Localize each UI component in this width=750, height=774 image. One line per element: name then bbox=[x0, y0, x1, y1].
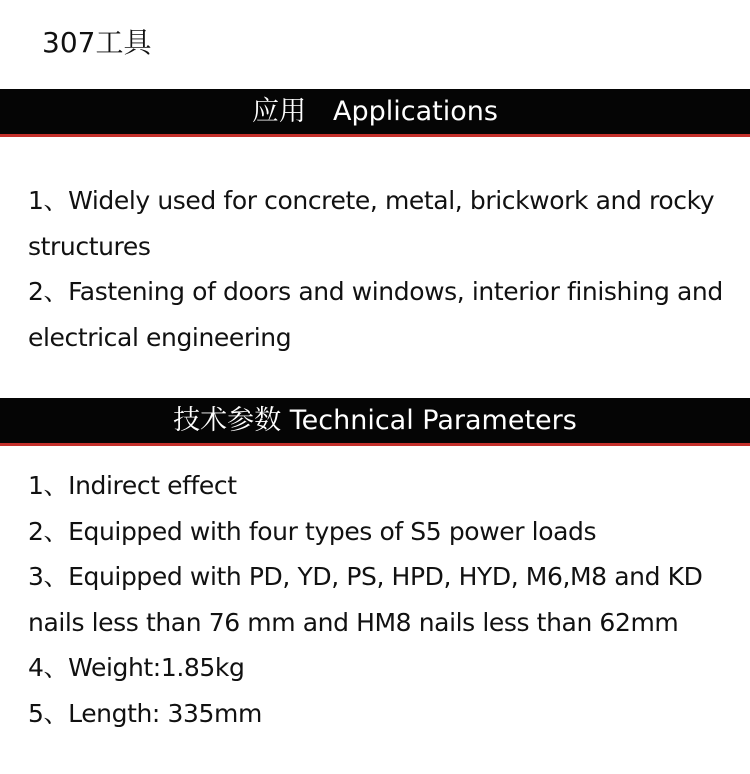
applications-heading-banner bbox=[0, 89, 750, 137]
list-item: 3、Equipped with PD, YD, PS, HPD, HYD, M6,M8 and KD nails less than 76 mm and HM8 nails less than 62mm bbox=[28, 562, 703, 637]
technical-parameters-heading: 技术参数 Technical Parameters bbox=[173, 405, 577, 436]
list-item: 4、Weight:1.85kg bbox=[28, 653, 245, 682]
list-item: 2、Fastening of doors and windows, interior finishing and electrical engineering bbox=[28, 277, 723, 352]
applications-heading: 应用 Applications bbox=[252, 96, 498, 127]
technical-parameters-heading-banner bbox=[0, 398, 750, 446]
list-item: 1、Widely used for concrete, metal, brickwork and rocky structures bbox=[28, 186, 715, 261]
list-item: 5、Length: 335mm bbox=[28, 698, 262, 728]
list-item: 1、Indirect effect bbox=[28, 471, 237, 500]
list-item: 2、Equipped with four types of S5 power loads bbox=[28, 516, 597, 546]
applications-list bbox=[28, 178, 728, 360]
page-title: 307工具 bbox=[42, 26, 152, 59]
technical-parameters-list bbox=[28, 463, 728, 736]
